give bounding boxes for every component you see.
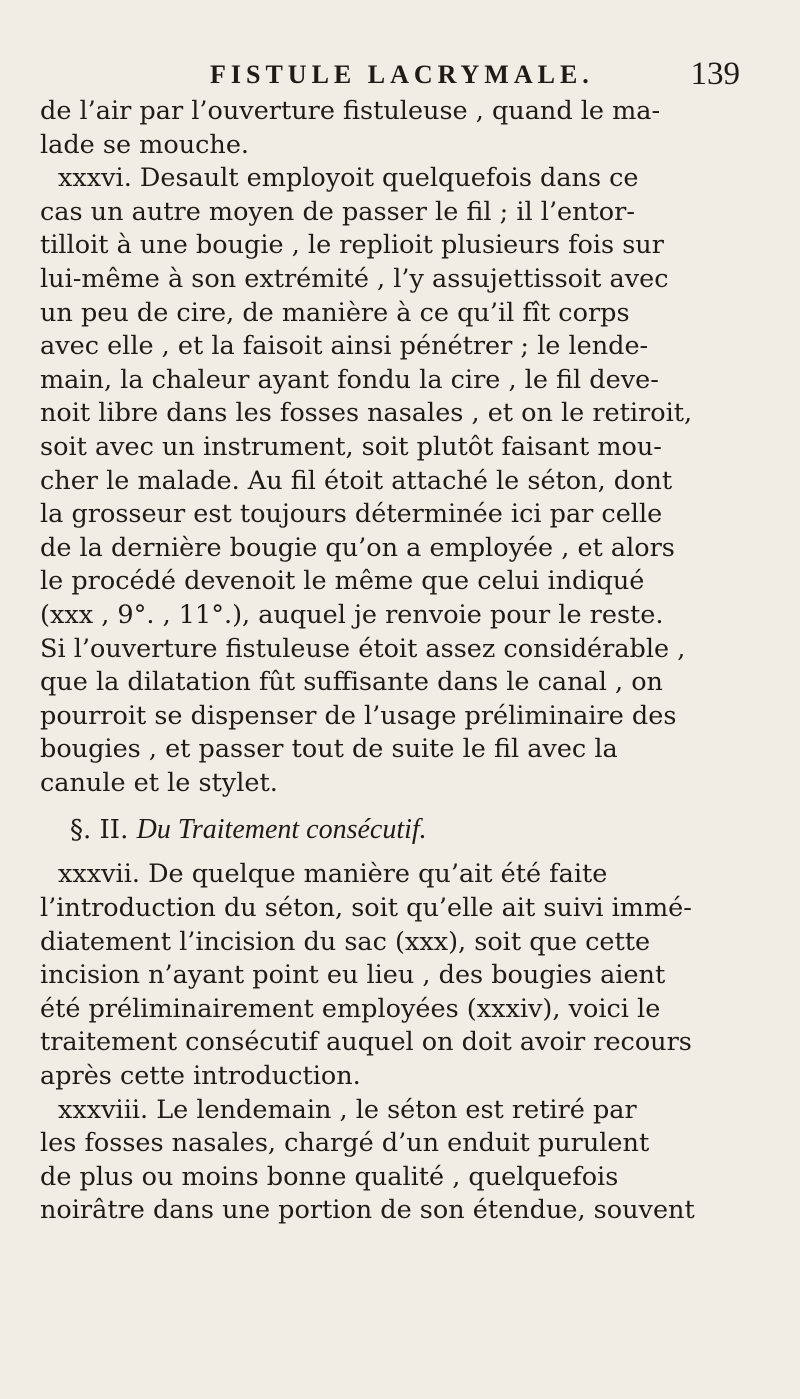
text-line: cher le malade. Au fil étoit attaché le séton, dont bbox=[40, 465, 673, 496]
text-line: (xxx , 9°. , 11°.), auquel je renvoie pour le reste. bbox=[40, 599, 664, 630]
section-title: Du Traitement consécutif. bbox=[136, 814, 427, 846]
section-heading bbox=[40, 806, 758, 858]
text-line: les fosses nasales, chargé d’un enduit purulent bbox=[40, 1128, 650, 1159]
text-line: incision n’ayant point eu lieu , des bougies aient bbox=[40, 960, 666, 991]
text-line: Si l’ouverture fistuleuse étoit assez considérable , bbox=[40, 633, 686, 664]
text-line: traitement consécutif auquel on doit avoir recours bbox=[40, 1027, 692, 1058]
text-line: la grosseur est toujours déterminée ici par celle bbox=[40, 499, 663, 530]
book-page bbox=[40, 0, 780, 1399]
text-line: pourroit se dispenser de l’usage préliminaire des bbox=[40, 700, 677, 731]
text-line: diatement l’incision du sac (xxx), soit que cette bbox=[40, 926, 651, 957]
text-line: bougies , et passer tout de suite le fil avec la bbox=[40, 734, 618, 765]
text-line: main, la chaleur ayant fondu la cire , le fil deve- bbox=[40, 364, 659, 395]
running-head bbox=[40, 56, 740, 94]
page-body bbox=[40, 95, 758, 1228]
text-line: après cette introduction. bbox=[40, 1061, 361, 1092]
text-line: que la dilatation fût suffisante dans le canal , on bbox=[40, 667, 663, 698]
text-line: tilloit à une bougie , le replioit plusieurs fois sur bbox=[40, 230, 664, 261]
text-line: canule et le stylet. bbox=[40, 767, 278, 798]
text-line: avec elle , et la faisoit ainsi pénétrer ; le lende- bbox=[40, 331, 649, 362]
text-line: de la dernière bougie qu’on a employée , et alors bbox=[40, 532, 675, 563]
paragraph-start-line: xxxviii. Le lendemain , le séton est retiré par bbox=[58, 1094, 637, 1125]
text-line: un peu de cire, de manière à ce qu’il fît corps bbox=[40, 297, 630, 328]
text-line: noit libre dans les fosses nasales , et on le retiroit, bbox=[40, 398, 693, 429]
text-line: noirâtre dans une portion de son étendue, souvent bbox=[40, 1195, 695, 1226]
paragraph-start-line: xxxvi. Desault employoit quelquefois dans ce bbox=[58, 163, 639, 194]
text-line: de l’air par l’ouverture fistuleuse , quand le ma- bbox=[40, 96, 661, 126]
text-line: le procédé devenoit le même que celui indiqué bbox=[40, 566, 645, 597]
page-number: 139 bbox=[690, 56, 740, 92]
text-line: soit avec un instrument, soit plutôt faisant mou- bbox=[40, 431, 662, 462]
text-line: lui-même à son extrémité , l’y assujettissoit avec bbox=[40, 263, 669, 294]
section-number: §. II. bbox=[70, 815, 129, 846]
text-line: été préliminairement employées (xxxiv), voici le bbox=[40, 993, 661, 1024]
text-line: de plus ou moins bonne qualité , quelquefois bbox=[40, 1161, 619, 1192]
running-title: FISTULE LACRYMALE. bbox=[210, 60, 594, 89]
text-line: cas un autre moyen de passer le fil ; il l’entor- bbox=[40, 196, 635, 227]
text-line: lade se mouche. bbox=[40, 129, 250, 160]
text-line: l’introduction du séton, soit qu’elle ait suivi immé- bbox=[40, 893, 692, 924]
paragraph-start-line: xxxvii. De quelque manière qu’ait été faite bbox=[58, 859, 608, 890]
